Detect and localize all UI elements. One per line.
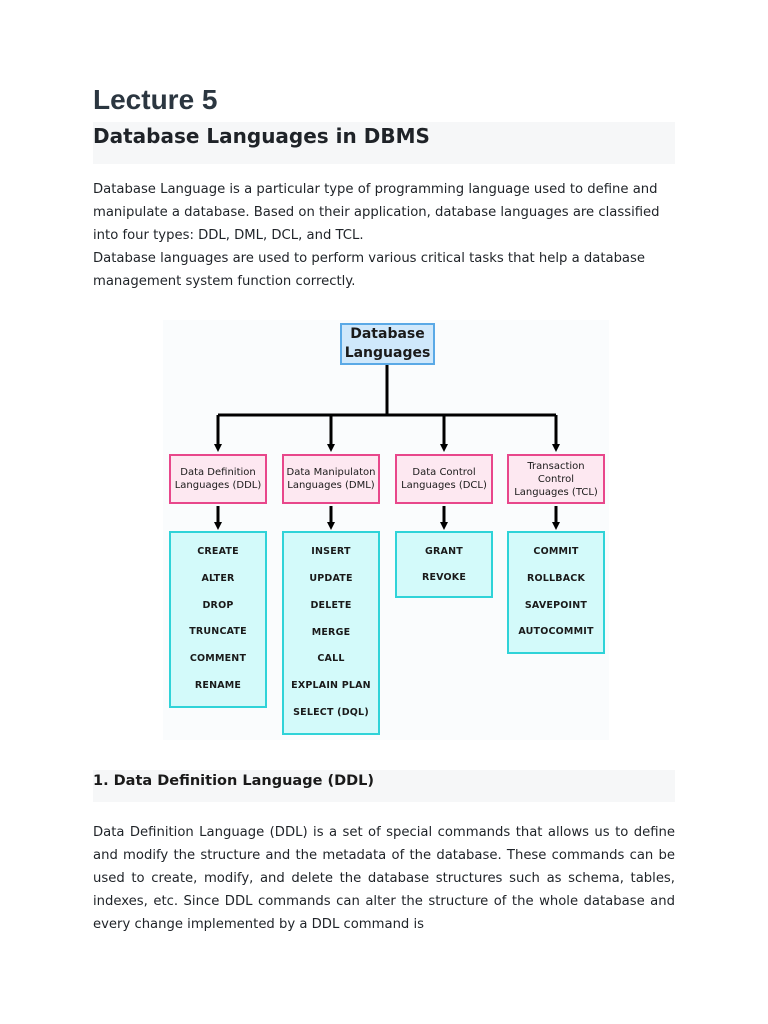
category-ddl: Data Definition Languages (DDL) [169, 454, 267, 504]
intro-paragraph-1: Database Language is a particular type of programming language used to define and manipulate a database. Based on their application, database languages are classified into four types: DDL, DML, DCL, and TCL. [93, 182, 660, 243]
command-item: DELETE [310, 599, 352, 611]
section-title-ddl: 1. Data Definition Language (DDL) [93, 773, 375, 789]
command-item: REVOKE [421, 571, 467, 583]
category-tcl: Transaction Control Languages (TCL) [507, 454, 605, 504]
database-languages-diagram [163, 320, 609, 740]
command-item: ROLLBACK [526, 572, 586, 584]
command-item: CREATE [197, 546, 239, 557]
lecture-title: Lecture 5 [93, 84, 218, 115]
command-item: ALTER [201, 572, 235, 584]
dcl-commands [395, 531, 493, 598]
intro-text [93, 178, 675, 293]
command-item: UPDATE [309, 572, 353, 584]
command-item: TRUNCATE [189, 626, 247, 638]
dml-commands [282, 531, 380, 735]
root-node-database-languages: Database Languages [340, 323, 435, 365]
command-item: CALL [317, 653, 345, 665]
tcl-commands [507, 531, 605, 654]
category-dcl: Data Control Languages (DCL) [395, 454, 493, 504]
command-item: GRANT [425, 546, 463, 557]
command-item: SAVEPOINT [524, 599, 588, 611]
page-subtitle: Database Languages in DBMS [93, 124, 430, 148]
command-item: COMMIT [533, 546, 579, 557]
category-dml: Data Manipulaton Languages (DML) [282, 454, 380, 504]
command-item: RENAME [194, 680, 242, 692]
ddl-paragraph: Data Definition Language (DDL) is a set of special commands that allows us to define and modify the structure and the metadata of the database. These commands can be used to create, modify, and delete the database structures such as schema, tables, indexes, etc. Since DDL commands can alter the structure of the whole database and every change implemented by a DDL command is [93, 825, 675, 932]
command-item: COMMENT [189, 653, 247, 665]
command-item: INSERT [311, 546, 351, 557]
command-item: SELECT (DQL) [293, 707, 369, 719]
command-item: DROP [202, 599, 234, 611]
command-item: EXPLAIN PLAN [291, 680, 371, 692]
ddl-commands [169, 531, 267, 708]
command-item: MERGE [311, 626, 351, 638]
command-item: AUTOCOMMIT [518, 626, 594, 638]
intro-paragraph-2: Database languages are used to perform various critical tasks that help a database management system function correctly. [93, 251, 646, 289]
